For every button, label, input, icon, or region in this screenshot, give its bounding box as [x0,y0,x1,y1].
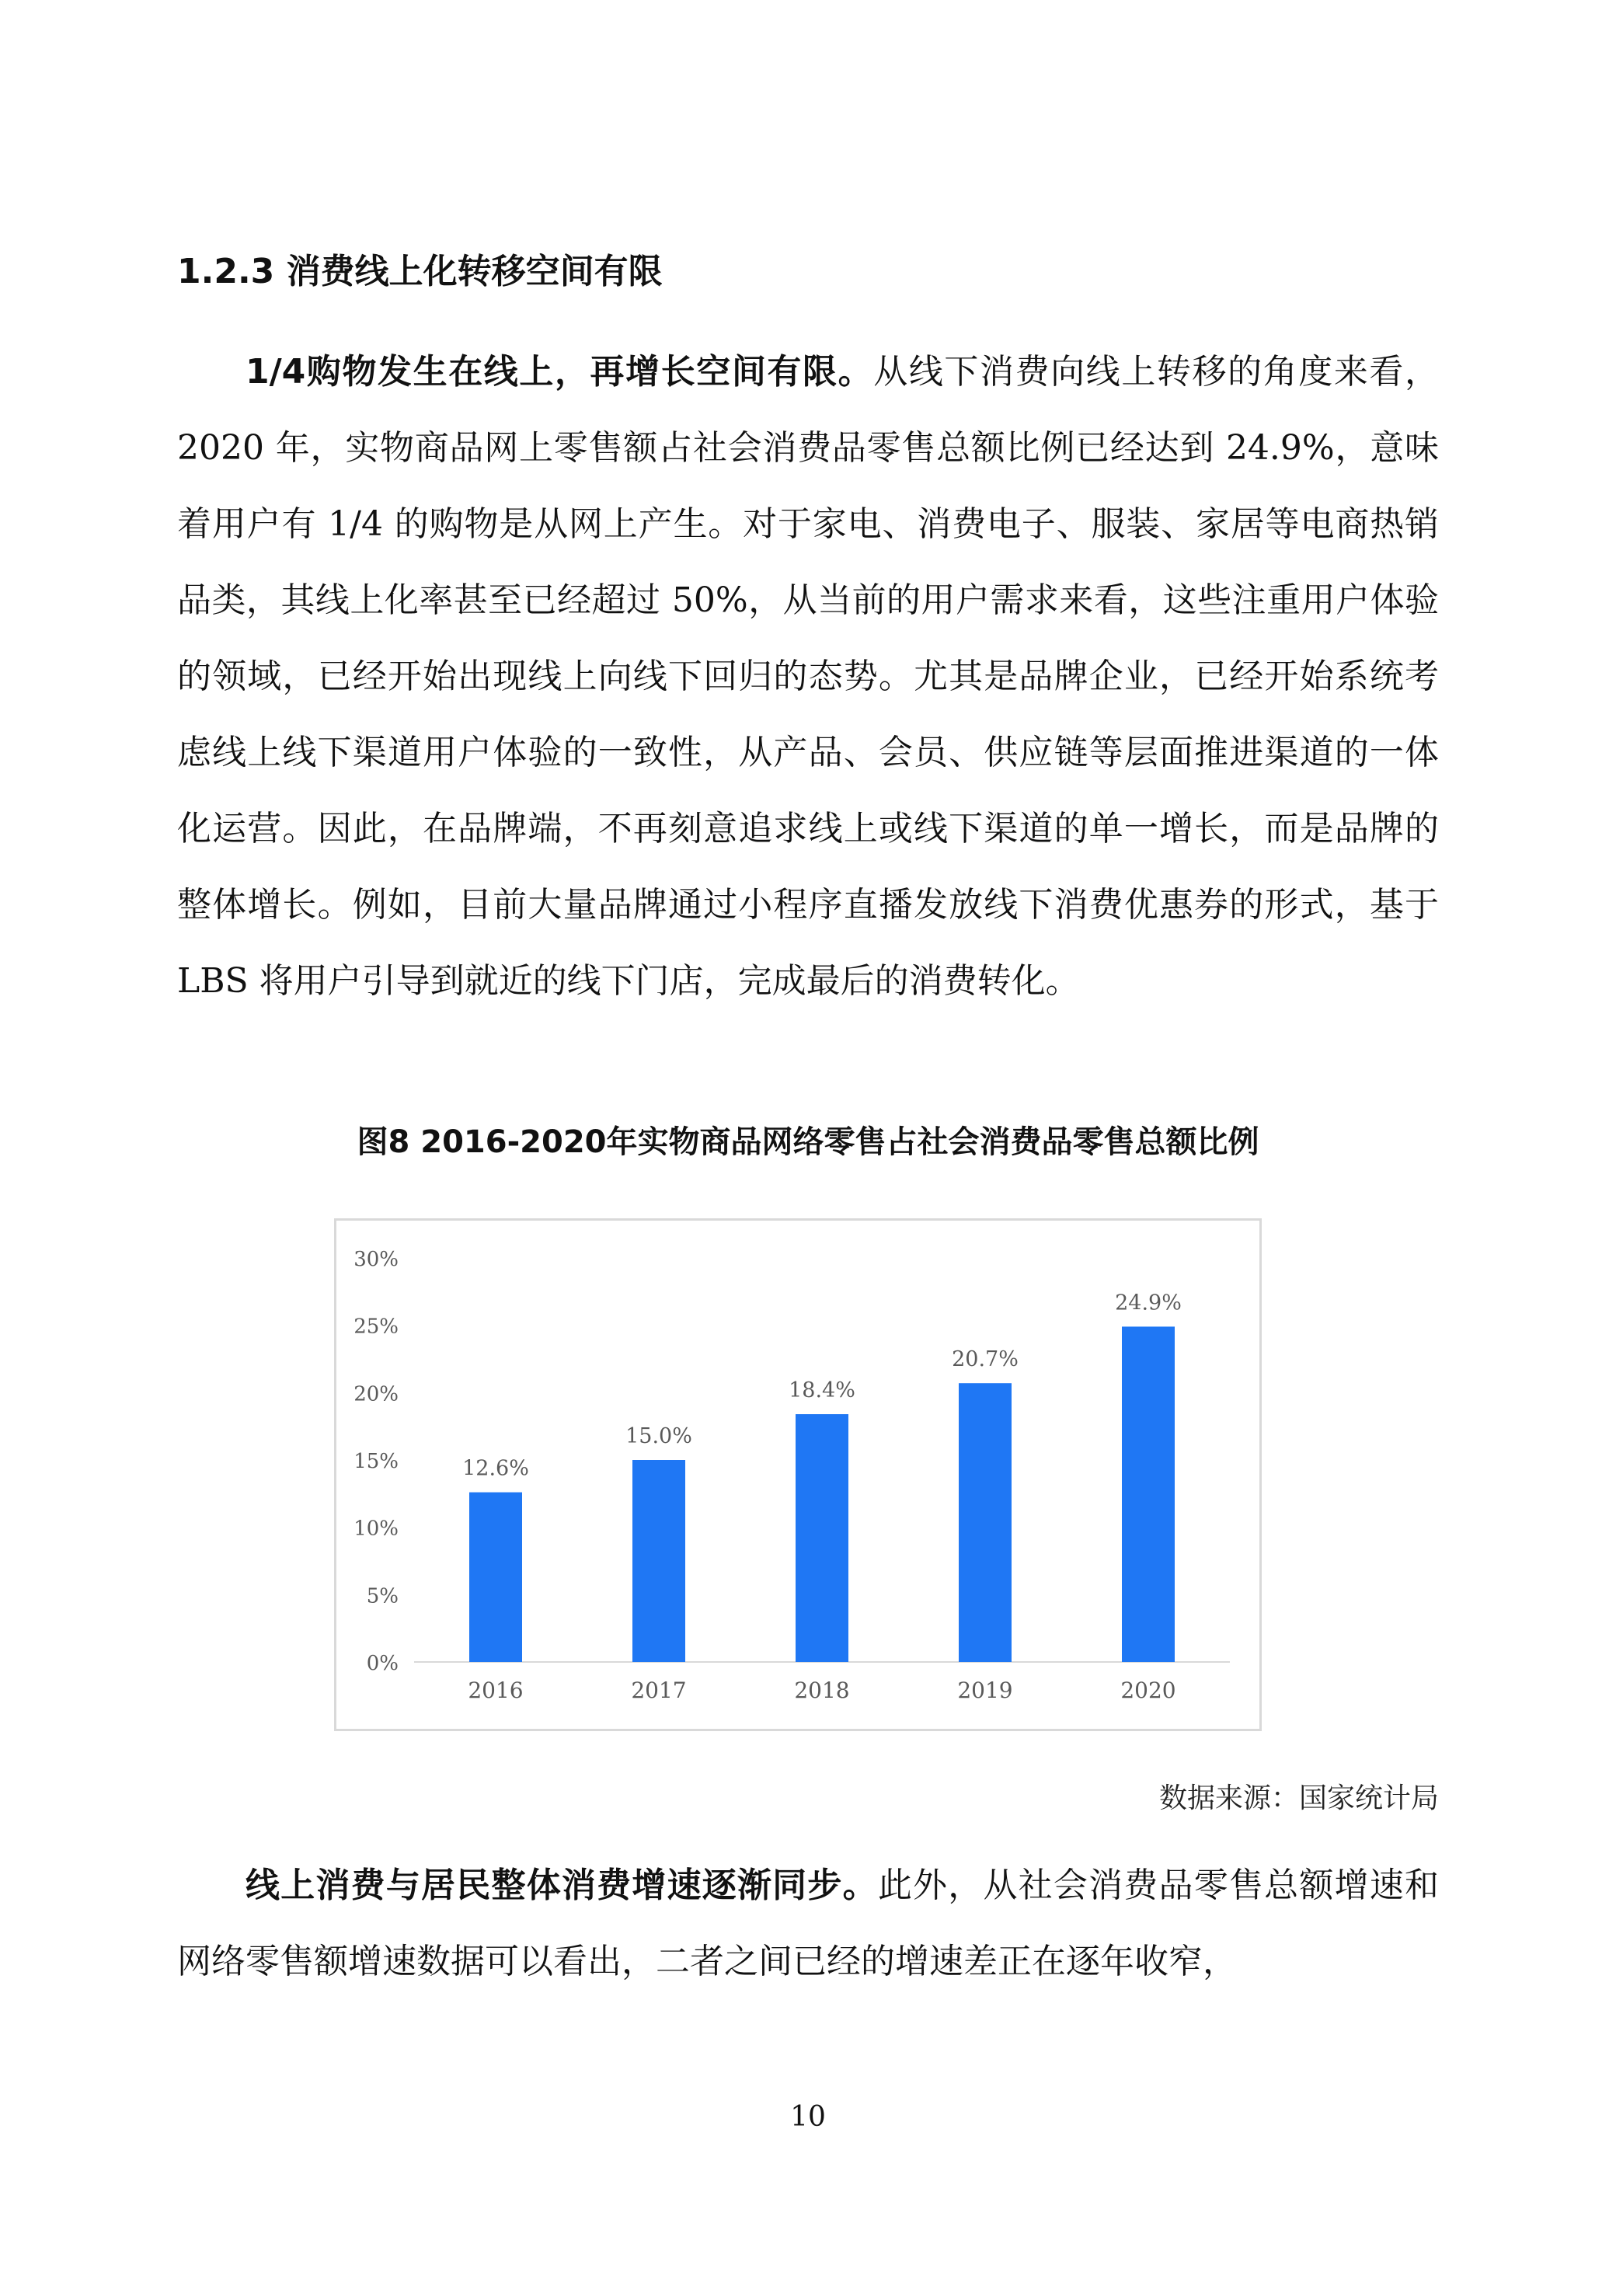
bar-2016 [469,1493,522,1662]
data-label: 20.7% [952,1347,1019,1372]
data-label: 18.4% [789,1378,855,1403]
y-tick-label: 5% [366,1584,399,1608]
paragraph-body: 此外，从社会消费品零售总额增速和网络零售额增速数据可以看出，二者之间已经的增速差正在逐年收窄， [177,1866,1440,1981]
paragraph-online-share [177,334,1439,1019]
y-tick-label: 30% [354,1248,399,1271]
bar-chart-svg [336,1221,1264,1733]
x-tick-label: 2019 [957,1678,1013,1703]
x-tick-label: 2018 [794,1678,850,1703]
paragraph-growth-sync [177,1848,1439,2000]
data-label: 24.9% [1115,1291,1182,1315]
bar-chart [334,1218,1262,1731]
x-tick-label: 2020 [1120,1678,1176,1703]
y-tick-label: 15% [354,1450,399,1473]
data-label: 12.6% [462,1456,529,1481]
bar-2017 [632,1460,685,1662]
bar-2018 [796,1414,848,1662]
y-tick-label: 0% [366,1652,399,1675]
figure-title: 图8 2016-2020年实物商品网络零售占社会消费品零售总额比例 [357,1124,1259,1160]
x-tick-label: 2016 [468,1678,524,1703]
bar-2020 [1122,1326,1175,1662]
page-number: 10 [790,2101,826,2133]
data-source: 数据来源：国家统计局 [1158,1782,1439,1814]
paragraph-body: 从线下消费向线上转移的角度来看，2020 年，实物商品网上零售额占社会消费品零售总额比例已经达到 24.9%，意味着用户有 1/4 的购物是从网上产生。对于家电、消费电子、服装、家居等电商热销品类，其线上化率甚至已经超过 50%，从当前的用户需求来看，这些注重用户体验的领域，已经开始出现线上向线下回归的态势。尤其是品牌企业，已经开始系统考虑线上线下渠道用户体验的一致性，从产品、会员、供应链等层面推进渠道的一体化运营。因此，在品牌端，不再刻意追求线上或线下渠道的单一增长，而是品牌的整体增长。例如，目前大量品牌通过小程序直播发放线下消费优惠券的形式，基于 LBS 将用户引导到就近的线下门店，完成最后的消费转化。 [177,352,1439,1001]
y-tick-label: 25% [354,1315,399,1339]
paragraph-lead: 1/4购物发生在线上，再增长空间有限。 [246,352,874,392]
y-tick-label: 10% [354,1517,399,1541]
y-tick-label: 20% [354,1382,399,1406]
x-tick-label: 2017 [631,1678,687,1703]
section-heading: 1.2.3 消费线上化转移空间有限 [177,252,663,291]
data-label: 15.0% [625,1424,692,1448]
paragraph-lead: 线上消费与居民整体消费增速逐渐同步。 [246,1866,878,1905]
bar-2019 [959,1383,1012,1662]
